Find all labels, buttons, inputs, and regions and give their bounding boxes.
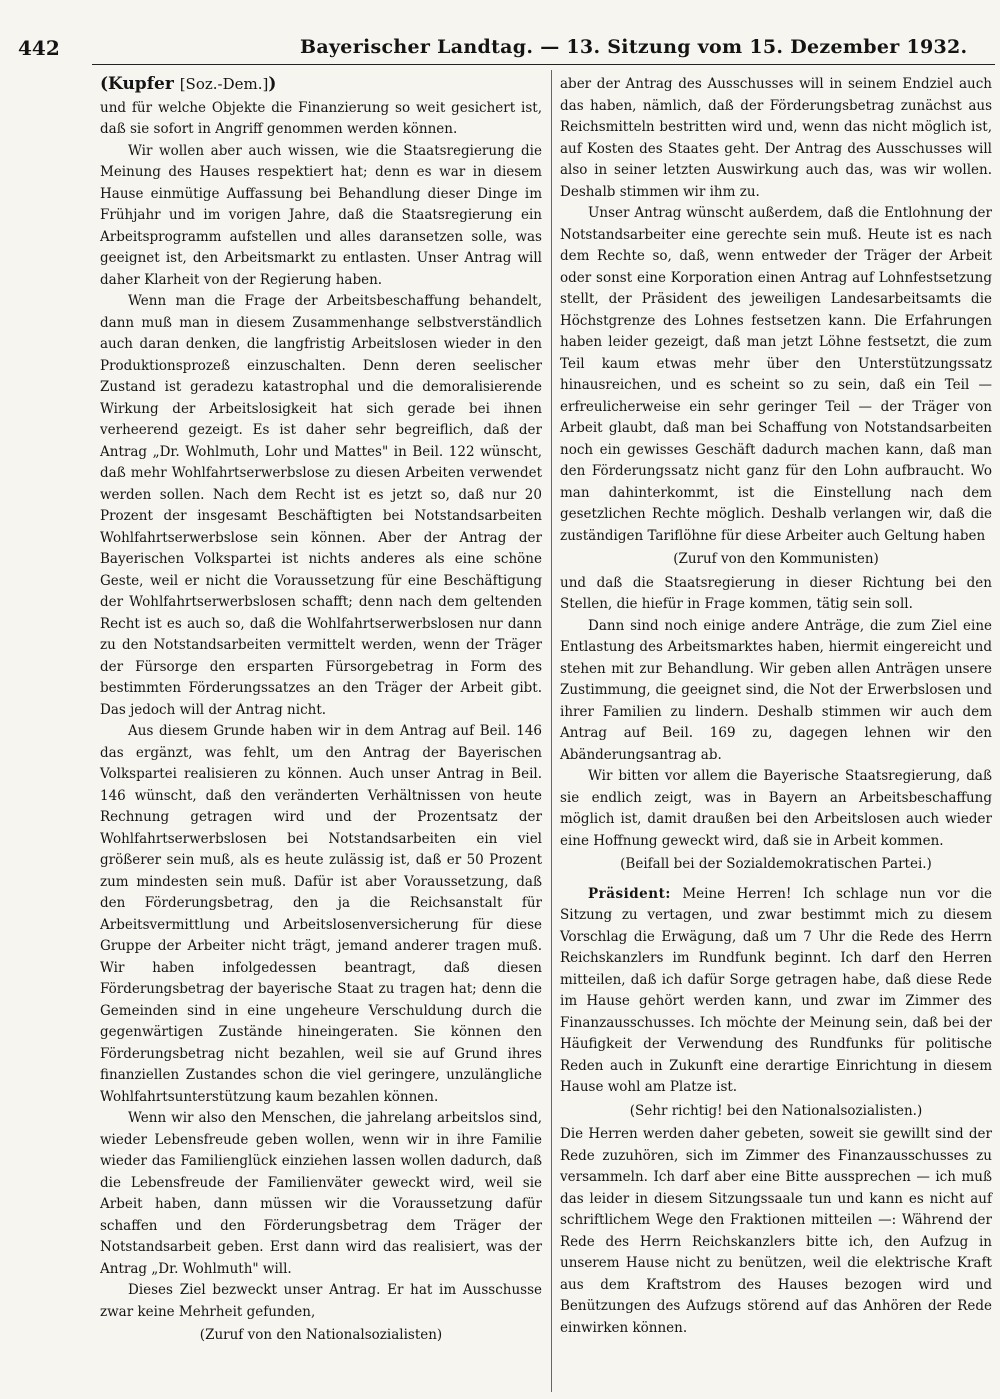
paragraph: aber der Antrag des Ausschusses will in seinem Endziel auch das haben, nämlich, daß der Förderungsbetrag zunächst aus Reichsmitteln bestritten wird und, wenn das nicht möglich ist, auf Kosten des Staates geht. Der Antrag des Ausschusses will also in seiner letzten Auswirkung auch das, was wir wollen. Deshalb stimmen wir ihm zu.	[560, 76, 992, 200]
paragraph: Dann sind noch einige andere Anträge, die zum Ziel eine Entlastung des Arbeitsmarktes haben, hiermit eingereicht und stehen mit zur Behandlung. Wir geben allen Anträgen unsere Zustimmung, die geeignet sind, die Not der Erwerbslosen und ihrer Familien zu lindern. Deshalb stimmen wir auch dem Antrag auf Beil. 169 zu, dagegen lehnen wir den Abänderungsantrag ab.	[560, 617, 992, 763]
right-column	[560, 74, 992, 1339]
interjection: (Beifall bei der Sozialdemokratischen Partei.)	[620, 856, 932, 872]
paragraph: Die Herren werden daher gebeten, soweit sie gewillt sind der Rede zuzuhören, sich im Zimmer des Finanzausschusses zu versammeln. Ich darf aber eine Bitte aussprechen — ich muß das leider in diesem Sitzungssaale tun und kann es nicht auf schriftlichem Wege den Fraktionen mitteilen —: Während der Rede des Herrn Reichskanzlers bitte ich, den Aufzug in unserem Hause nicht zu benützen, weil die elektrische Kraft aus dem Kraftstrom des Hauses bezogen wird und Benützungen des Aufzugs störend auf das Anhören der Rede einwirken können.	[560, 1126, 992, 1336]
interjection: (Zuruf von den Kommunisten)	[673, 551, 879, 567]
paragraph: Wenn wir also den Menschen, die jahrelang arbeitslos sind, wieder Lebensfreude geben wollen, wenn wir in ihre Familie wieder das Familienglück einziehen lassen wollen dadurch, daß die Lebensfreude der Familienväter geweckt wird, weil sie Arbeit haben, dann müssen wir die Voraussetzung dafür schaffen und den Förderungsbetrag dem Träger der Notstandsarbeit geben. Erst dann wird das realisiert, was der Antrag „Dr. Wohlmuth" will.	[100, 1110, 542, 1277]
president-text: Meine Herren! Ich schlage nun vor die Sitzung zu vertagen, und zwar bestimmt mich zu diesem Vorschlag die Erwägung, daß um 7 Uhr die Rede des Herrn Reichskanzlers im Rundfunk beginnt. Ich darf den Herren mitteilen, daß ich dafür Sorge getragen habe, daß diese Rede im Hause gehört werden kann, und zwar im Zimmer des Finanzausschusses. Ich möchte der Meinung sein, daß bei der Häufigkeit der Verwendung des Rundfunks für politische Reden auch in Zukunft eine derartige Einrichtung in diesem Hause wohl am Platze ist.	[560, 885, 992, 1095]
paragraph: Unser Antrag wünscht außerdem, daß die Entlohnung der Notstandsarbeiter eine gerechte sein muß. Heute ist es nach dem Rechte so, daß, wenn entweder der Träger der Arbeit oder sonst eine Korporation einen Antrag auf Lohnfestsetzung stellt, der Präsident des jeweiligen Landesarbeitsamts die Höchstgrenze des Lohnes festsetzen kann. Die Erfahrungen haben leider gezeigt, daß man jetzt Löhne festsetzt, die zum Teil kaum etwas mehr über den Unterstützungssatz hinausreichen, und es scheint so zu sein, daß ein Teil — erfreulicherweise ein sehr geringer Teil — der Träger von Arbeit glaubt, daß man bei Schaffung von Notstandsarbeiten noch ein gewisses Geschäft dadurch machen kann, daß man den Förderungssatz nicht ganz für den Lohn aufbraucht. Wo man dahinterkommt, ist die Einstellung nach dem gesetzlichen Rechte möglich. Deshalb verlangen wir, daß die zuständigen Tariflöhne für diese Arbeiter auch Geltung haben	[560, 205, 992, 544]
interjection: (Sehr richtig! bei den Nationalsozialisten.)	[629, 1102, 923, 1119]
president-label: Präsident:	[588, 885, 671, 902]
speaker-party: [Soz.-Dem.]	[179, 75, 269, 93]
paragraph: Dieses Ziel bezweckt unser Antrag. Er hat im Ausschusse zwar keine Mehrheit gefunden,	[100, 1282, 542, 1320]
paragraph: und für welche Objekte die Finanzierung so weit gesichert ist, daß sie sofort in Angriff genommen werden können.	[100, 99, 542, 137]
paragraph: Aus diesem Grunde haben wir in dem Antrag auf Beil. 146 das ergänzt, was fehlt, um den Antrag der Bayerischen Volkspartei realisieren zu können. Auch unser Antrag in Beil. 146 wünscht, daß den veränderten Verhältnissen von heute Rechnung getragen wird und der Prozentsatz der Wohlfahrtserwerbslosen bei Notstandsarbeiten ein viel größerer sein muß, als es heute zulässig ist, daß er 50 Prozent zum mindesten sein muß. Dafür ist aber Voraussetzung, daß den Förderungsbetrag, den ja die Reichsanstalt für Arbeitsvermittlung und Arbeitslosenversicherung für diese Gruppe der Arbeiter nicht trägt, jemand anderer tragen muß. Wir haben infolgedessen beantragt, daß diesen Förderungsbetrag der bayerische Staat zu tragen hat; denn die Gemeinden sind in eine ungeheure Verschuldung durch die gegenwärtigen Zustände hineingeraten. Sie können den Förderungsbetrag nicht bezahlen, weil sie auf Grund ihres finanziellen Zustandes schon die viel geringere, unzulängliche Wohlfahrtsunterstützung kaum bezahlen können.	[100, 723, 542, 1105]
left-column	[100, 74, 542, 1349]
speaker-name: Kupfer	[108, 74, 174, 94]
running-title: Bayerischer Landtag. — 13. Sitzung vom 15. Dezember 1932.	[300, 36, 968, 58]
president-statement	[560, 884, 992, 1099]
speaker-heading: (Kupfer [Soz.-Dem.])	[100, 74, 277, 94]
header-rule	[92, 64, 995, 65]
interjection: (Zuruf von den Nationalsozialisten)	[199, 1327, 443, 1343]
column-divider	[551, 70, 552, 1392]
paragraph: und daß die Staatsregierung in dieser Richtung bei den Stellen, die hiefür in Frage kommen, tätig sein soll.	[560, 574, 992, 612]
paragraph: Wir wollen aber auch wissen, wie die Staatsregierung die Meinung des Hauses respektiert hat; denn es war in diesem Hause einmütige Auffassung bei Behandlung dieser Dinge im Frühjahr und im vorigen Jahre, daß die Staatsregierung ein Arbeitsprogramm aufstellen und alles daransetzen solle, was geeignet ist, den Arbeitsmarkt zu entlasten. Unser Antrag will daher Klarheit von der Regierung haben.	[100, 142, 542, 288]
page-number: 442	[18, 36, 60, 60]
paragraph: Wir bitten vor allem die Bayerische Staatsregierung, daß sie endlich zeigt, was in Bayern an Arbeitsbeschaffung möglich ist, damit draußen bei den Arbeitslosen auch wieder eine Hoffnung geweckt wird, daß sie in Arbeit kommen.	[560, 768, 992, 849]
paragraph: Wenn man die Frage der Arbeitsbeschaffung behandelt, dann muß man in diesem Zusammenhange selbstverständlich auch daran denken, die langfristig Arbeitslosen wieder in den Produktionsprozeß einzuschalten. Denn deren seelischer Zustand ist geradezu katastrophal und die demoralisierende Wirkung der Arbeitslosigkeit hat sich gerade bei ihnen verheerend gezeigt. Es ist daher sehr begreiflich, daß der Antrag „Dr. Wohlmuth, Lohr und Mattes" in Beil. 122 wünscht, daß mehr Wohlfahrtserwerbslose zu diesen Arbeiten verwendet werden sollen. Nach dem Recht ist es jetzt so, daß nur 20 Prozent der insgesamt Beschäftigten bei Notstandsarbeiten Wohlfahrtserwerbslose sein können. Aber der Antrag der Bayerischen Volkspartei ist nichts anderes als eine schöne Geste, weil er nicht die Voraussetzung für eine Beschäftigung der Wohlfahrtserwerbslosen schafft; denn nach dem geltenden Recht ist es auch so, daß die Wohlfahrtserwerbslosen nur dann zu den Notstandsarbeiten vermittelt werden, wenn der Träger der Fürsorge den ersparten Fürsorgebetrag in Form des bestimmten Förderungssatzes an den Träger der Arbeit gibt. Das jedoch will der Antrag nicht.	[100, 293, 542, 718]
